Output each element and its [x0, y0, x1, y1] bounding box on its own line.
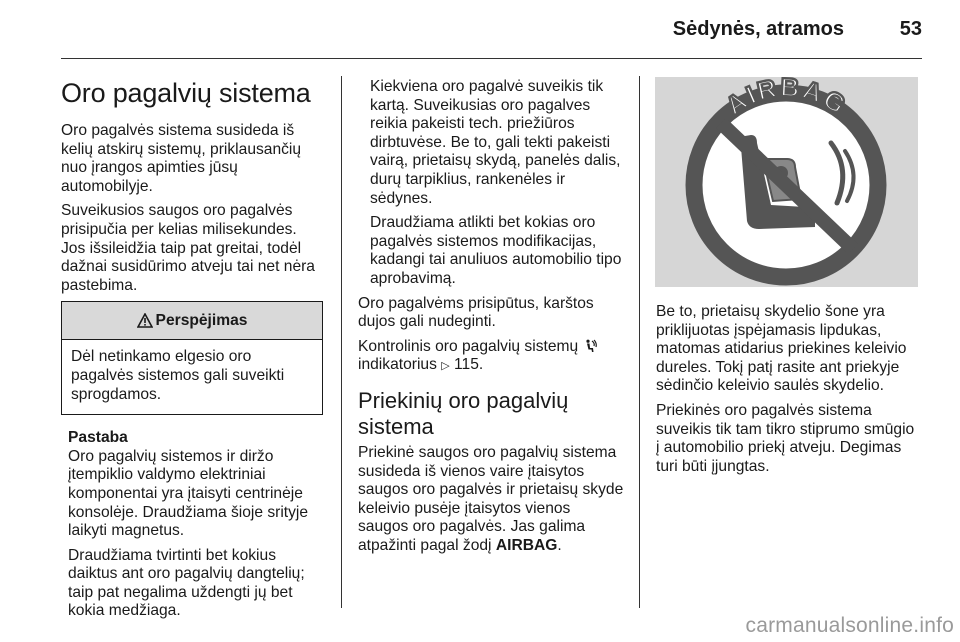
column-2	[358, 78, 624, 561]
paragraph-text: Priekinė saugos oro pagalvių sistema susideda iš vienos vaire įtaisytos saugos oro pagalvės ir prietaisų skyde keleivio pusėje įtaisytos vienos saugos oro pagalvės. Jas galima atpažinti pagal žodį	[358, 443, 624, 554]
page-reference[interactable]: 115.	[454, 356, 484, 374]
section-heading: Oro pagalvių sistema	[61, 78, 311, 108]
column-divider	[639, 76, 640, 608]
section-heading: Priekinių oro pagalvių sistema	[358, 387, 569, 439]
note-continuation	[358, 78, 624, 289]
paragraph: Priekinės oro pagalvės sistema suveikis tik tam tikro stiprumo smūgio į automobilio priekį atveju. Degimas turi būti įjungtas.	[656, 401, 915, 475]
note-text: Draudžiama atlikti bet kokias oro pagalvės sistemos modifikacijas, kadangi tai anuliuos automobilio tipo aprobavimą.	[370, 214, 622, 287]
paragraph: Suveikusios saugos oro pagalvės prisipučia per kelias milisekundes. Jos išsileidžia taip pat greitai, todėl dažnai susidūrimo atveju tai net nėra pastebima.	[61, 202, 315, 294]
paragraph	[358, 338, 624, 376]
header-rule	[61, 58, 922, 59]
warning-triangle-icon	[137, 313, 153, 328]
note-text: Kiekviena oro pagalvė suveikis tik kartą. Suveikusias oro pagalves reikia pakeisti tech. priežiūros dirbtuvėse. Be to, gali tekti pakeisti vairą, prietaisų skydą, panelės dalis, durų tarpiklius, rankenėles ir sėdynes.	[370, 78, 621, 207]
airbag-warning-icon	[655, 77, 918, 287]
paragraph	[358, 444, 624, 556]
page-header	[0, 18, 922, 48]
paragraph-text: .	[557, 536, 562, 554]
warning-header	[62, 302, 322, 340]
warning-text: Dėl netinkamo elgesio oro pagalvės sistemos gali suveikti sprogdamos.	[71, 348, 285, 403]
paragraph: Oro pagalvėms prisipūtus, karštos dujos gali nudeginti.	[358, 294, 594, 331]
airbag-indicator-icon	[585, 339, 597, 353]
paragraph: Be to, prietaisų skydelio šone yra priklijuotas įspėjamasis lipdukas, matomas atidarius priekines keleivio dureles. Tokį patį rasite ant priekyje sėdinčio keleivio saulės skydelio.	[656, 303, 907, 395]
airbag-warning-figure	[655, 77, 918, 287]
airbag-keyword: AIRBAG	[495, 536, 558, 554]
paragraph-text: Kontrolinis oro pagalvių sistemų	[358, 337, 579, 355]
paragraph-text: indikatorius	[358, 356, 437, 374]
header-title: Sėdynės, atramos	[672, 18, 844, 40]
note-title: Pastaba	[68, 429, 128, 447]
watermark: carmanualsonline.info	[745, 614, 954, 637]
column-divider	[341, 76, 342, 608]
column-3	[656, 78, 922, 482]
column-1	[61, 78, 323, 627]
note-block	[61, 429, 323, 621]
page-reference-icon: ▷	[441, 360, 450, 373]
note-text: Oro pagalvių sistemos ir diržo įtempiklio valdymo elektriniai komponentai yra įtaisyti centrinėje konsolėje. Draudžiama šioje srityje laikyti magnetus.	[68, 447, 309, 540]
note-text: Draudžiama tvirtinti bet kokius daiktus ant oro pagalvių dangtelių; taip pat negalima uždengti jų bet kokia medžiaga.	[68, 546, 305, 620]
airbag-figure-label: AIRBAG	[720, 77, 853, 121]
warning-box	[61, 301, 323, 415]
page-number: 53	[899, 18, 922, 40]
warning-title: Perspėjimas	[155, 311, 248, 329]
paragraph: Oro pagalvės sistema susideda iš kelių atskirų sistemų, priklausančių nuo įrangos apimties jūsų automobilyje.	[61, 122, 302, 195]
